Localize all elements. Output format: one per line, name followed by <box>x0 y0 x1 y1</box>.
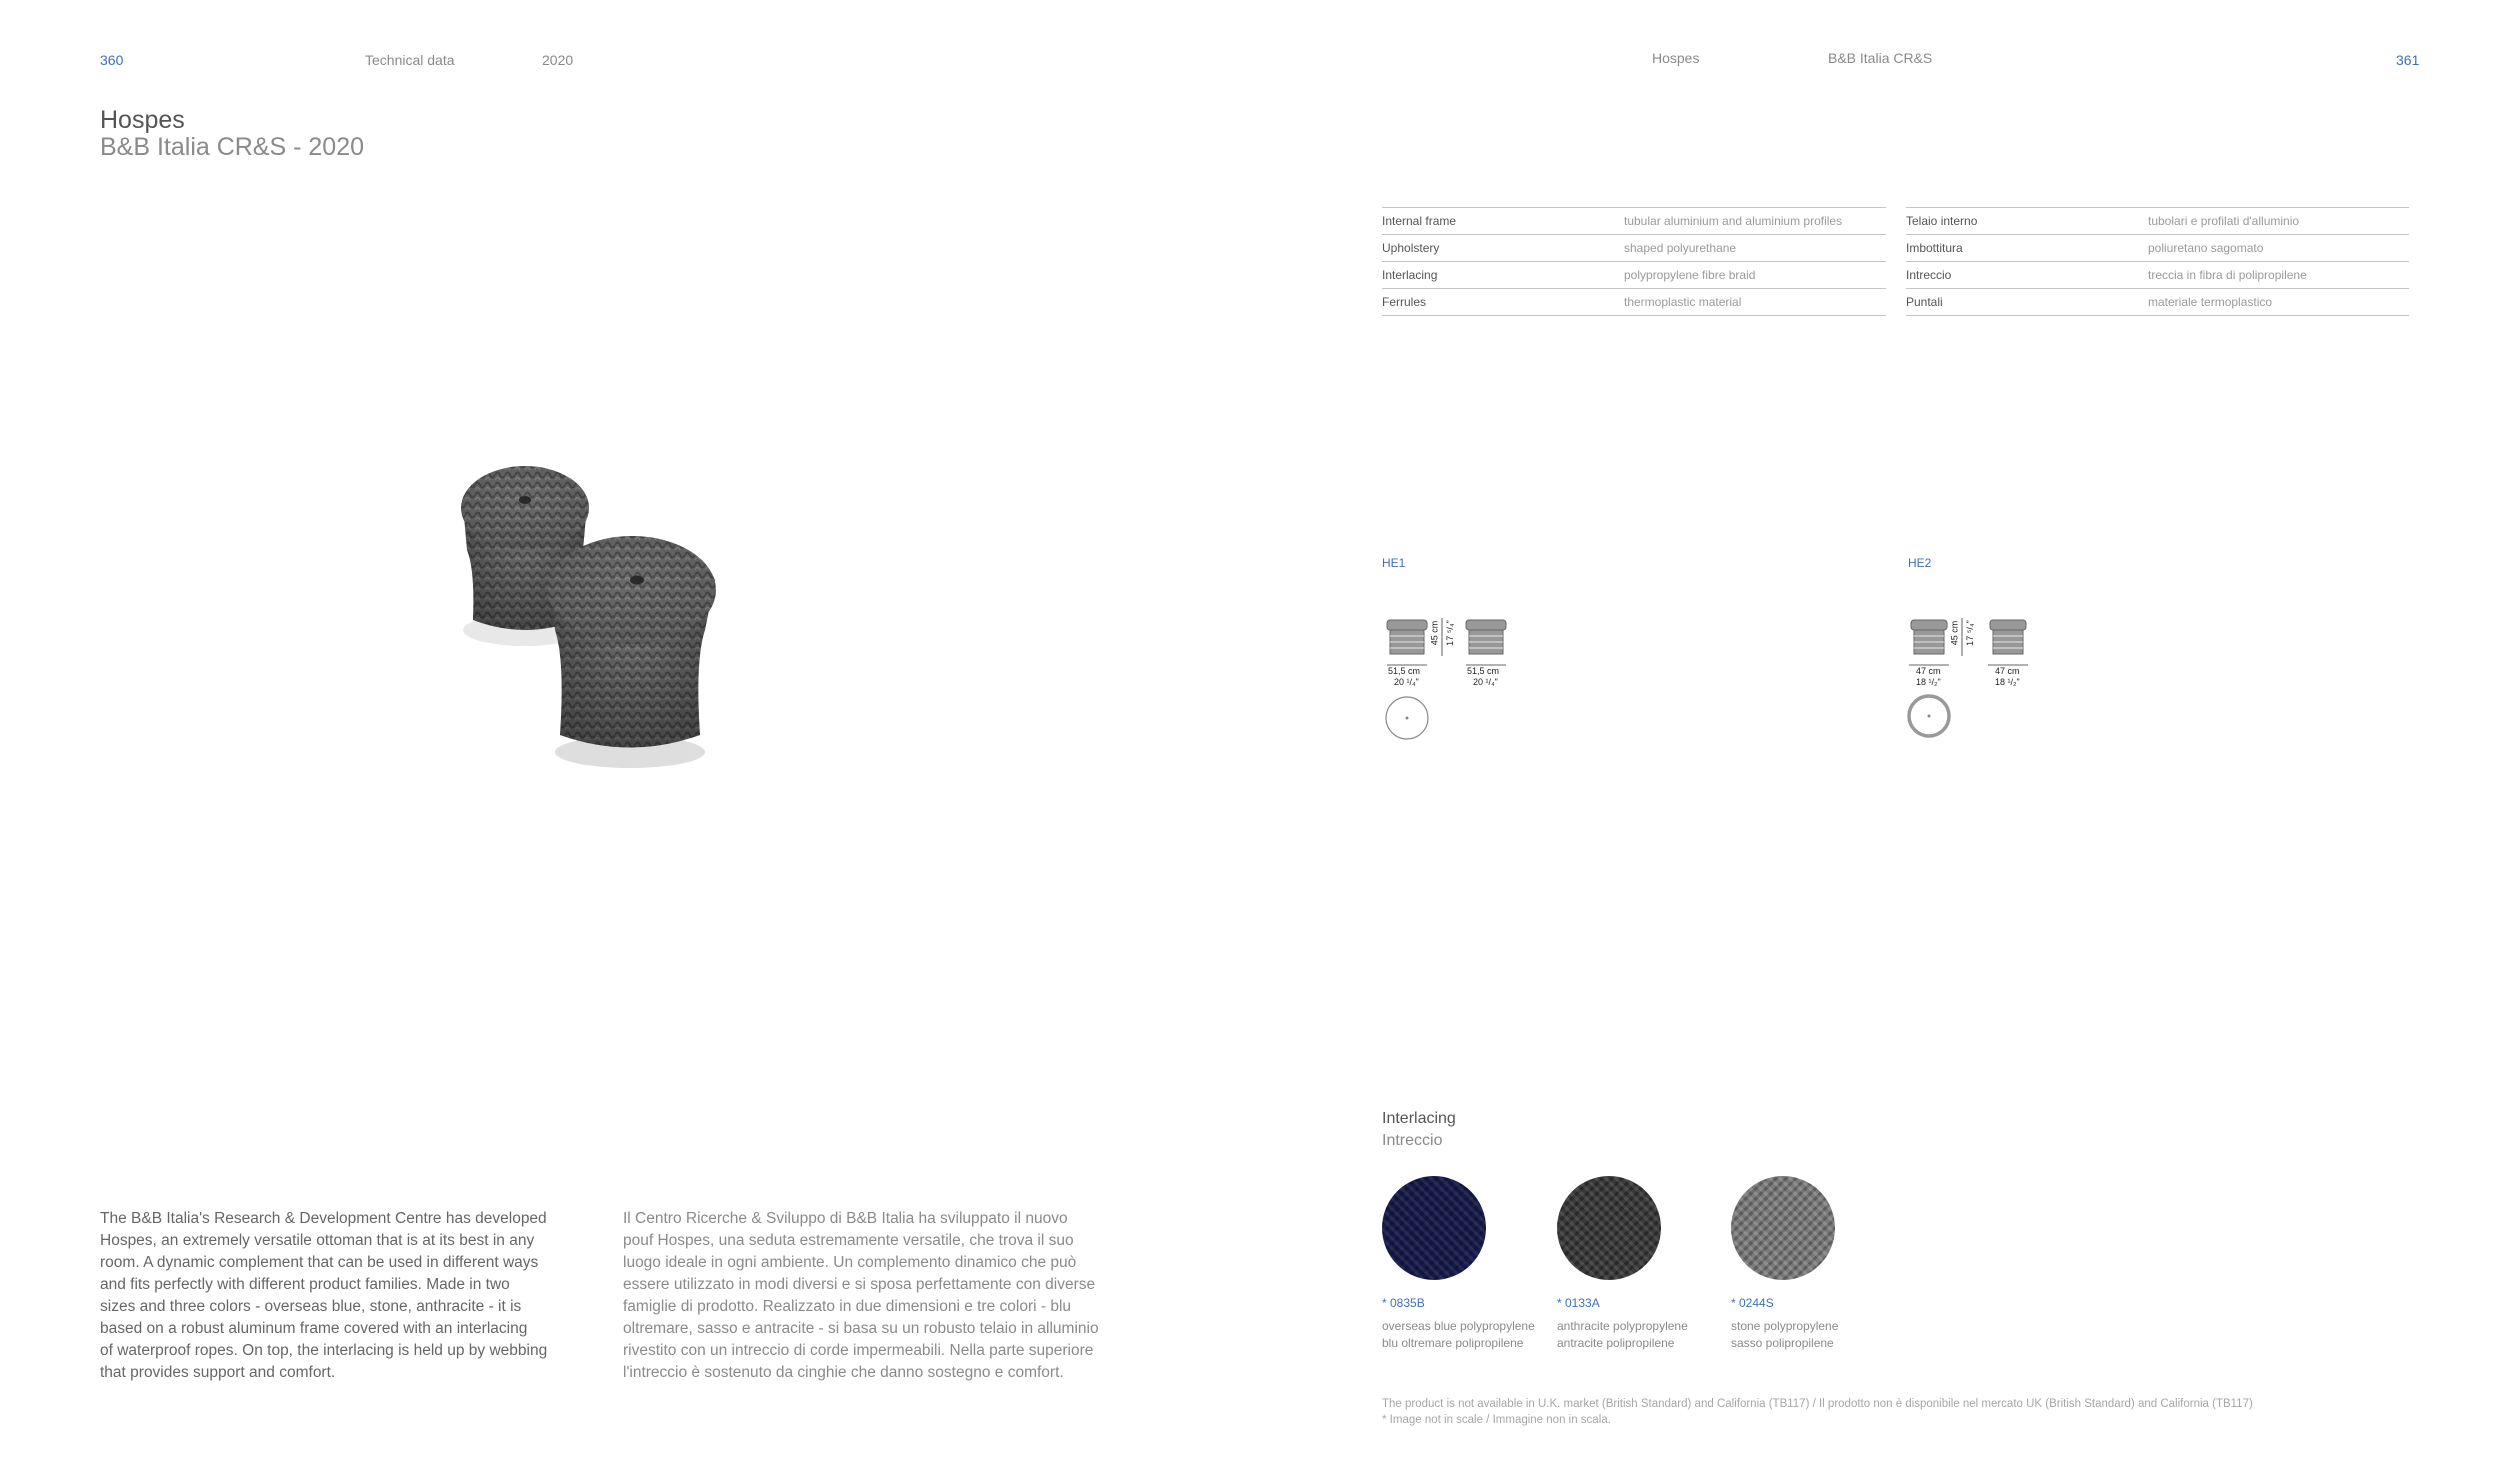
product-title: Hospes <box>100 106 185 134</box>
description-line: Il Centro Ricerche & Sviluppo di B&B Italia ha sviluppato il nuovo <box>623 1210 1068 1227</box>
spec-table-it <box>1906 207 2409 316</box>
description-line: based on a robust aluminum frame covered with an interlacing <box>100 1320 528 1337</box>
swatch-desc-it: blu oltremare polipropilene <box>1382 1336 1524 1350</box>
description-line: oltremare, sasso e antracite - si basa su un robusto telaio in alluminio <box>623 1320 1099 1337</box>
width-in-a: 18 ¹/₂" <box>1916 677 1941 687</box>
model-code-he2: HE2 <box>1908 556 1932 570</box>
spec-value: polypropylene fibre braid <box>1624 262 1886 289</box>
spec-table-en <box>1382 207 1886 316</box>
description-line: room. A dynamic complement that can be used in different ways <box>100 1254 539 1271</box>
description-line: l'intreccio è sostenuto da cinghie che danno sostegno e comfort. <box>623 1364 1064 1381</box>
spec-value: treccia in fibra di polipropilene <box>2148 262 2409 289</box>
footnote-scale: * Image not in scale / Immagine non in scala. <box>1382 1414 1611 1426</box>
dimension-drawing-he1 <box>1382 612 1542 742</box>
swatch-code: * 0133A <box>1557 1296 1600 1310</box>
description-en <box>100 1208 547 1384</box>
interlacing-subtitle: Intreccio <box>1382 1132 1443 1149</box>
swatch-code: * 0835B <box>1382 1296 1425 1310</box>
description-line: that provides support and comfort. <box>100 1364 336 1381</box>
swatch-stone <box>1731 1176 1835 1280</box>
swatch-desc-en: stone polypropylene <box>1731 1319 1839 1333</box>
header-year: 2020 <box>542 52 574 68</box>
page-number-left: 360 <box>100 52 124 68</box>
spec-row <box>1906 235 2409 262</box>
height-cm: 45 cm <box>1429 620 1440 646</box>
spec-label: Internal frame <box>1382 208 1624 235</box>
swatch-item <box>1731 1176 1838 1352</box>
width-cm-b: 51,5 cm <box>1467 666 1500 676</box>
width-cm-a: 51,5 cm <box>1388 666 1421 676</box>
spec-value: poliuretano sagomato <box>2148 235 2409 262</box>
description-line: and fits perfectly with different product families. Made in two <box>100 1276 510 1293</box>
spec-row <box>1382 235 1886 262</box>
spec-row <box>1906 262 2409 289</box>
spec-label: Intreccio <box>1906 262 2148 289</box>
footnote-availability: The product is not available in U.K. market (British Standard) and California (TB117) / Il prodotto non è disponibile nel mercato UK (British Standard) and California (TB117) <box>1382 1398 2253 1410</box>
header-section: Technical data <box>365 52 455 68</box>
width-cm-a: 47 cm <box>1916 666 1941 676</box>
spec-label: Upholstery <box>1382 235 1624 262</box>
description-line: essere utilizzato in modi diversi e si sposa perfettamente con diverse <box>623 1276 1096 1293</box>
spec-value: shaped polyurethane <box>1624 235 1886 262</box>
spec-label: Imbottitura <box>1906 235 2148 262</box>
height-cm: 45 cm <box>1949 620 1960 646</box>
swatch-code: * 0244S <box>1731 1296 1774 1310</box>
description-line: Hospes, an extremely versatile ottoman that is at its best in any <box>100 1232 535 1249</box>
spec-row <box>1382 289 1886 316</box>
swatch-desc-it: antracite polipropilene <box>1557 1336 1675 1350</box>
product-photo <box>415 430 785 770</box>
description-line: rivestito con un intreccio di corde impermeabili. Nella parte superiore <box>623 1342 1094 1359</box>
spec-value: thermoplastic material <box>1624 289 1886 316</box>
width-in-a: 20 ¹/₄" <box>1394 677 1419 687</box>
header-brand: B&B Italia CR&S <box>1828 50 1933 66</box>
description-line: sizes and three colors - overseas blue, stone, anthracite - it is <box>100 1298 522 1315</box>
pouf-illustration <box>415 430 785 770</box>
spec-label: Interlacing <box>1382 262 1624 289</box>
interlacing-title: Interlacing <box>1382 1110 1456 1127</box>
footnotes <box>1382 1396 2253 1428</box>
spec-row <box>1382 262 1886 289</box>
swatch-desc-en: anthracite polypropylene <box>1557 1319 1688 1333</box>
description-line: The B&B Italia's Research & Development Centre has developed <box>100 1210 547 1227</box>
swatch-overseas-blue <box>1382 1176 1486 1280</box>
spec-label: Ferrules <box>1382 289 1624 316</box>
spec-label: Telaio interno <box>1906 208 2148 235</box>
spec-value: tubular aluminium and aluminium profiles <box>1624 208 1886 235</box>
model-code-he1: HE1 <box>1382 556 1406 570</box>
product-subtitle: B&B Italia CR&S - 2020 <box>100 133 365 161</box>
swatch-item <box>1382 1176 1535 1352</box>
spec-value: materiale termoplastico <box>2148 289 2409 316</box>
width-cm-b: 47 cm <box>1995 666 2020 676</box>
spec-row <box>1382 208 1886 235</box>
width-in-b: 20 ¹/₄" <box>1473 677 1498 687</box>
spec-label: Puntali <box>1906 289 2148 316</box>
swatch-item <box>1557 1176 1688 1352</box>
width-in-b: 18 ¹/₂" <box>1995 677 2020 687</box>
description-it <box>623 1208 1099 1384</box>
description-line: of waterproof ropes. On top, the interlacing is held up by webbing <box>100 1342 548 1359</box>
description-line: famiglie di prodotto. Realizzato in due dimensioni e tre colori - blu <box>623 1298 1072 1315</box>
description-line: luogo ideale in ogni ambiente. Un complemento dinamico che può <box>623 1254 1077 1271</box>
dimension-drawing-he2 <box>1906 612 2066 742</box>
page-number-right: 361 <box>2396 52 2420 68</box>
spec-value: tubolari e profilati d'alluminio <box>2148 208 2409 235</box>
height-in: 17 ⁵/₄" <box>1964 620 1975 646</box>
swatch-anthracite <box>1557 1176 1661 1280</box>
description-line: pouf Hospes, una seduta estremamente versatile, che trova il suo <box>623 1232 1074 1249</box>
height-in: 17 ⁵/₄" <box>1444 620 1455 646</box>
spec-row <box>1906 289 2409 316</box>
header-product: Hospes <box>1652 50 1700 66</box>
spec-row <box>1906 208 2409 235</box>
swatch-desc-en: overseas blue polypropylene <box>1382 1319 1535 1333</box>
swatch-desc-it: sasso polipropilene <box>1731 1336 1834 1350</box>
